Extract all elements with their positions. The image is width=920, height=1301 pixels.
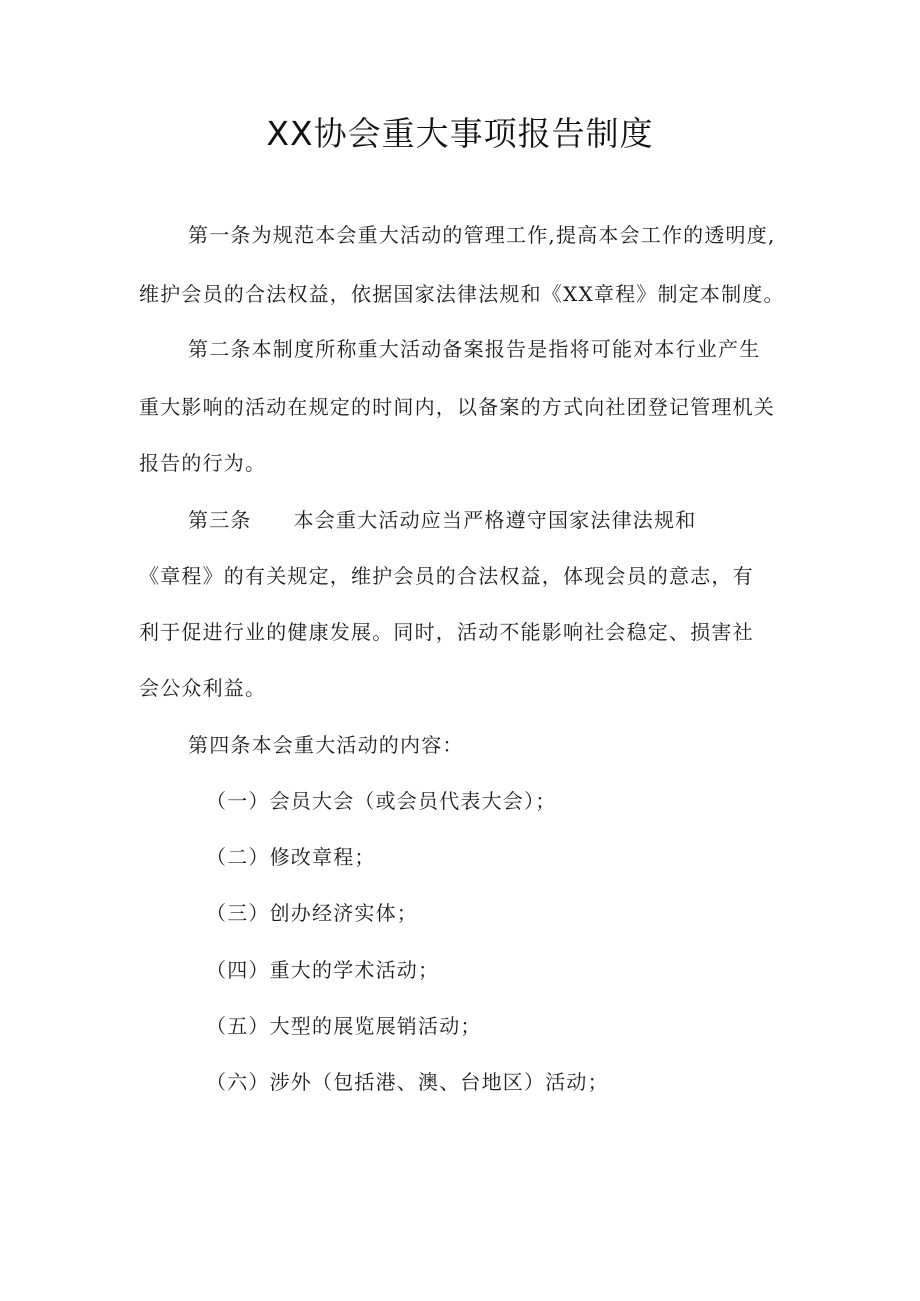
article3-line4: 会公众利益。 bbox=[139, 676, 267, 700]
document-title: XX协会重大事项报告制度 bbox=[266, 114, 654, 153]
article1-line2: 维护会员的合法权益，依据国家法律法规和《XX章程》制定本制度。 bbox=[139, 282, 785, 306]
article3-line1-text: 本会重大活动应当严格遵守国家法律法规和 bbox=[293, 508, 697, 532]
article1-line1: 第一条为规范本会重大活动的管理工作,提高本会工作的透明度, bbox=[188, 223, 776, 247]
article3-line2: 《章程》的有关规定，维护会员的合法权益，体现会员的意志，有 bbox=[139, 564, 754, 588]
list-item: （四）重大的学术活动； bbox=[206, 958, 440, 982]
list-item: （二）修改章程； bbox=[206, 845, 376, 869]
list-item: （六）涉外（包括港、澳、台地区）活动； bbox=[206, 1070, 609, 1094]
article3-line1 bbox=[188, 505, 696, 535]
list-item: （五）大型的展览展销活动； bbox=[206, 1014, 482, 1038]
article3-line3: 利于促进行业的健康发展。同时，活动不能影响社会稳定、损害社 bbox=[139, 620, 754, 644]
list-item: （一）会员大会（或会员代表大会）； bbox=[206, 789, 557, 813]
article2-line1: 第二条本制度所称重大活动备案报告是指将可能对本行业产生 bbox=[188, 337, 761, 361]
article2-line3: 报告的行为。 bbox=[139, 451, 267, 475]
article4-heading: 第四条本会重大活动的内容： bbox=[188, 733, 464, 757]
article3-label: 第三条 bbox=[188, 508, 252, 532]
article2-line2: 重大影响的活动在规定的时间内，以备案的方式向社团登记管理机关 bbox=[139, 395, 775, 419]
list-item: （三）创办经济实体； bbox=[206, 901, 418, 925]
